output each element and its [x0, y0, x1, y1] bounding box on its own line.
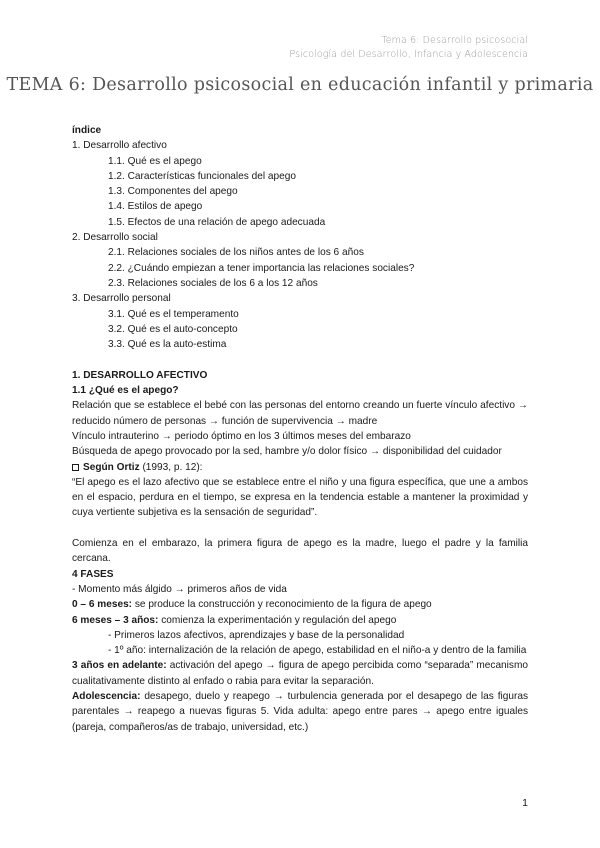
citation-line — [72, 460, 528, 475]
page-number: 1 — [522, 797, 528, 809]
index-subitem: 3.2. Qué es el auto-concepto — [108, 323, 238, 335]
phase-item — [72, 597, 528, 612]
header-line-1: Tema 6: Desarrollo psicosocial — [381, 35, 528, 46]
spacer — [72, 352, 528, 367]
index-subitem: 1.3. Componentes del apego — [108, 186, 238, 198]
phase-item — [72, 689, 528, 735]
phases-heading: 4 FASES — [72, 568, 114, 580]
phase-label: Adolescencia: — [72, 690, 141, 702]
index-item: 3. Desarrollo personal — [72, 293, 171, 305]
spacer — [72, 521, 528, 536]
phase-item — [72, 613, 528, 628]
paragraph: Vínculo intrauterino → periodo óptimo en los 3 últimos meses del embarazo — [72, 430, 411, 442]
checkbox-bullet-icon — [72, 464, 79, 471]
paragraph: Búsqueda de apego provocado por la sed, hambre y/o dolor físico → disponibilidad del cuidador — [72, 446, 502, 458]
index-subitem: 2.1. Relaciones sociales de los niños antes de los 6 años — [108, 247, 364, 259]
header-line-2: Psicología del Desarrollo, Infancia y Adolescencia — [289, 49, 528, 60]
subsection-heading: 1.1 ¿Qué es el apego? — [72, 385, 179, 397]
citation-reference: (1993, p. 12): — [139, 461, 203, 473]
phase-text: activación del apego → figura de apego percibida como “separada” mecanismo cualitativamente distinto al enfado o rabia para evitar la separación. — [72, 660, 528, 687]
phase-item — [72, 658, 528, 689]
index-item: 1. Desarrollo afectivo — [72, 140, 167, 152]
phase-label: 0 – 6 meses: — [72, 599, 133, 611]
phase-text: comienza la experimentación y regulación del apego — [158, 614, 397, 626]
index-subitem: 2.2. ¿Cuándo empiezan a tener importancia las relaciones sociales? — [108, 262, 415, 274]
document-title: TEMA 6: Desarrollo psicosocial en educación infantil y primaria — [6, 75, 594, 95]
section-heading: 1. DESARROLLO AFECTIVO — [72, 369, 208, 381]
index-subitem: 3.1. Qué es el temperamento — [108, 308, 239, 320]
citation-author: Según Ortiz — [83, 461, 140, 473]
index-subitem: 1.4. Estilos de apego — [108, 201, 203, 213]
index-subitem: 1.2. Características funcionales del apego — [108, 170, 296, 182]
phase-label: 6 meses – 3 años: — [72, 614, 159, 626]
paragraph: Comienza en el embarazo, la primera figura de apego es la madre, luego el padre y la familia cercana. — [72, 538, 528, 565]
quote: “El apego es el lazo afectivo que se establece entre el niño y una figura específica, que une a ambos en el espacio, perdura en el tiempo, se expresa en la tendencia estable a mantener la proximidad y cuya vertiente subjetiva es la sensación de seguridad”. — [72, 476, 528, 519]
index-heading: índice — [72, 125, 102, 136]
phase-text: desapego, duelo y reapego → turbulencia generada por el desapego de las figuras parentales → reapego a nuevas figuras 5. Vida adulta: apego entre pares → apego entre iguales (pareja, compañeros/as de trabajo, universidad, etc.) — [72, 690, 528, 733]
index-subitem: 1.1. Qué es el apego — [108, 155, 202, 167]
running-header — [289, 34, 528, 62]
document-body — [72, 123, 528, 735]
index-subitem: 2.3. Relaciones sociales de los 6 a los 12 años — [108, 277, 318, 289]
index-list — [72, 138, 528, 352]
phase-intro: - Momento más álgido → primeros años de vida — [72, 583, 287, 595]
index-item: 2. Desarrollo social — [72, 232, 158, 244]
phase-text: se produce la construcción y reconocimiento de la figura de apego — [132, 599, 432, 611]
index-subitem: 1.5. Efectos de una relación de apego adecuada — [108, 216, 326, 228]
phase-subitem: - 1º año: internalización de la relación de apego, estabilidad en el niño-a y dentro de la familia — [108, 645, 527, 657]
index-subitem: 3.3. Qué es la auto-estima — [108, 339, 227, 351]
phase-label: 3 años en adelante: — [72, 660, 167, 672]
paragraph: Relación que se establece el bebé con las personas del entorno creando un fuerte vínculo afectivo → reducido número de personas → función de supervivencia → madre — [72, 400, 528, 427]
phase-subitem: - Primeros lazos afectivos, aprendizajes y base de la personalidad — [108, 629, 405, 641]
